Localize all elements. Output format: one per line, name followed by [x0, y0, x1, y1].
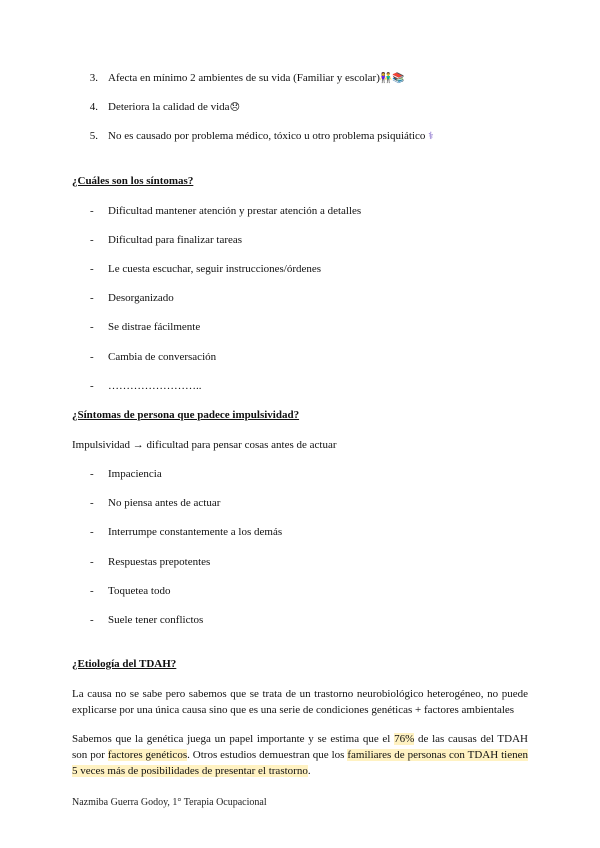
list-number: 3. [89, 72, 98, 84]
symptom-item: Cambia de conversación [108, 351, 217, 363]
symptom-item: Dificultad para finalizar tareas [108, 234, 243, 246]
symptom-item: Desorganizado [108, 292, 174, 304]
bullet-dash: - [90, 468, 94, 480]
symptom-item: Dificultad mantener atención y prestar atención a detalles [108, 205, 362, 217]
bullet-dash: - [90, 263, 94, 275]
impulsivity-item: Suele tener conflictos [108, 614, 204, 626]
bullet-dash: - [90, 234, 94, 246]
list-item: Afecta en mínimo 2 ambientes de su vida (Familiar y escolar)👫📚 [108, 72, 405, 84]
bullet-dash: - [90, 614, 94, 626]
impulsivity-item: Interrumpe constantemente a los demás [108, 526, 283, 538]
impulsivity-item: Respuestas prepotentes [108, 556, 211, 568]
footer-author: Nazmiba Guerra Godoy, 1° Terapia Ocupacional [72, 797, 267, 808]
impulsivity-item: No piensa antes de actuar [108, 497, 221, 509]
etiology-paragraph-2: Sabemos que la genética juega un papel importante y se estima que el 76% de las causas del TDAH son por factores genéticos. Otros estudios demuestran que los familiares de personas con TDAH tienen 5 veces más de posibilidades de presentar el trastorno. [72, 733, 528, 777]
list-number: 5. [89, 130, 98, 142]
symptom-item: Se distrae fácilmente [108, 321, 201, 333]
etiology-paragraph-1: La causa no se sabe pero sabemos que se trata de un trastorno neurobiológico heterogéneo, no puede explicarse por una única causa sino que es una serie de condiciones genéticas + factores ambientales [72, 688, 528, 716]
list-item: No es causado por problema médico, tóxico u otro problema psiquiático ⚕ [108, 130, 434, 142]
symptom-item: …………………….. [108, 380, 202, 392]
symptom-item: Le cuesta escuchar, seguir instrucciones/órdenes [108, 263, 322, 275]
highlight-percentage: 76% [394, 733, 415, 745]
bullet-dash: - [90, 321, 94, 333]
symptoms-heading: ¿Cuáles son los síntomas? [72, 175, 194, 187]
bullet-dash: - [90, 526, 94, 538]
kids-books-icon: 👫📚 [379, 73, 405, 84]
bullet-dash: - [90, 556, 94, 568]
bullet-dash: - [90, 205, 94, 217]
sad-face-icon: 😞 [229, 102, 240, 113]
list-item: Deteriora la calidad de vida😞 [108, 101, 240, 113]
impulsivity-heading: ¿Síntomas de persona que padece impulsividad? [72, 409, 300, 421]
highlight-families: familiares de personas con TDAH tienen 5 veces más de posibilidades de presentar el trastorno [72, 749, 528, 777]
bullet-dash: - [90, 380, 94, 392]
bullet-dash: - [90, 585, 94, 597]
etiology-heading: ¿Etiología del TDAH? [72, 658, 177, 670]
highlight-genetic-factors: factores genéticos [107, 749, 188, 761]
impulsivity-intro: Impulsividad → dificultad para pensar cosas antes de actuar [72, 439, 337, 451]
list-number: 4. [89, 101, 98, 113]
impulsivity-item: Toquetea todo [108, 585, 171, 597]
impulsivity-item: Impaciencia [108, 468, 162, 480]
bullet-dash: - [90, 497, 94, 509]
medical-icon: ⚕ [428, 131, 434, 142]
bullet-dash: - [90, 292, 94, 304]
bullet-dash: - [90, 351, 94, 363]
